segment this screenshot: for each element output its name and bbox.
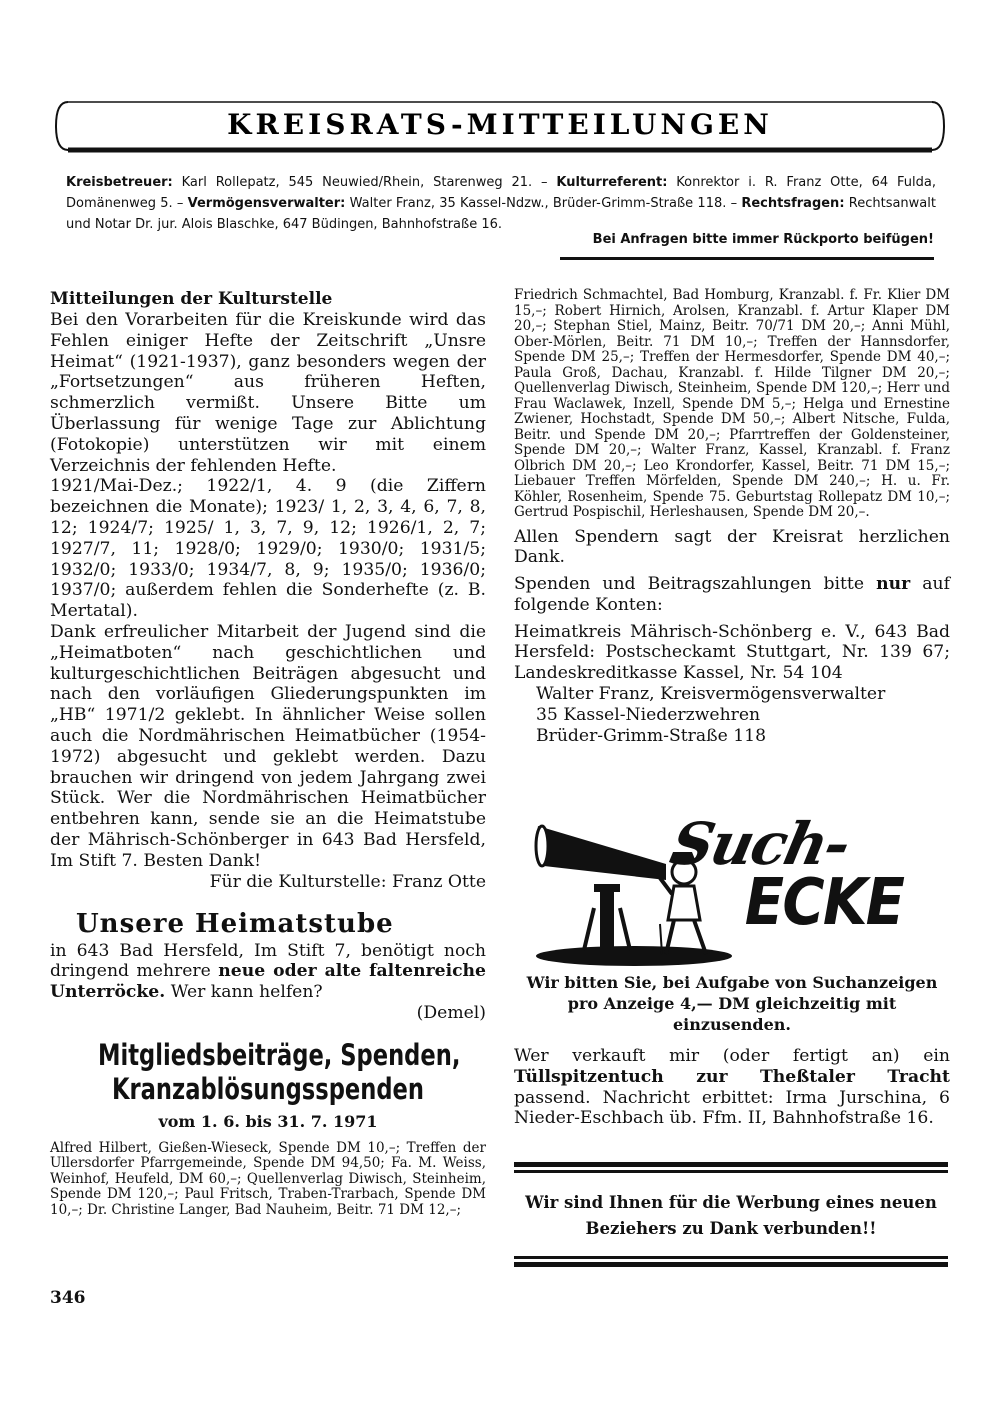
accounts-intro — [514, 574, 950, 616]
accounts-text: auf folgende Konten: — [514, 574, 950, 615]
ad-fee-notice: Wir bitten Sie, bei Aufgabe von Suchanzeigen pro Anzeige 4,— DM gleichzeitig mit einzusenden. — [526, 973, 938, 1034]
donations-heading-line2: Kranzablösungsspenden — [111, 1071, 425, 1106]
donations-list: Alfred Hilbert, Gießen-Wieseck, Spende DM 10,–; Treffen der Ullersdorfer Pfarrgemeinde, Spende DM 94,50; Fa. M. Weiss, Weinhof, Heufeld, DM 60,–; Quellenverlag Diwisch, Steinheim, Spende DM 120,–; Paul Fritsch, Traben-Trarbach, Spende DM 10,–; Dr. Christine Langer, Bad Nauheim, Beitr. 71 DM 12,–; — [50, 1139, 486, 1218]
wanted-text-bold: Tüllspitzentuch zur Theßtaler Tracht — [514, 1066, 950, 1087]
postage-notice: Bei Anfragen bitte immer Rückporto beifügen! — [592, 232, 934, 247]
kultur-paragraph: Dank erfreulicher Mitarbeit der Jugend sind die „Heimatboten“ nach geschichtlichen und kulturgeschichtlichen Beiträgen abgesucht und nach den vorläufigen Gliederungspunkten im „HB“ 1971/2 geklebt. In ähnlicher Weise sollen auch die Nordmährischen Heimatbücher (1954-1972) abgesucht und geklebt werden. Dazu brauchen wir dringend von jedem Jahrgang zwei Stück. Wer die Nordmährischen Heimatbücher entbehren kann, sende sie an die Heimatstube der Mährisch-Schönberger in 643 Bad Hersfeld, Im Stift 7. Besten Dank! — [50, 621, 486, 871]
donations-heading-line1: Mitgliedsbeiträge, Spenden, — [97, 1037, 461, 1072]
officer-text: Karl Rollepatz, 545 Neuwied/Rhein, Starenweg 21. – — [172, 175, 557, 190]
officer-role: Kreisbetreuer: — [66, 175, 173, 190]
donations-date: vom 1. 6. bis 31. 7. 1971 — [158, 1111, 378, 1131]
accounts-detail: Heimatkreis Mährisch-Schönberg e. V., 643 Bad Hersfeld: Postscheckamt Stuttgart, Nr. 139 67; Landeskreditkasse Kassel, Nr. 54 104 — [514, 621, 950, 684]
wanted-listing — [514, 1046, 950, 1129]
notice-divider — [560, 257, 934, 260]
accounts-bold: nur — [876, 574, 911, 595]
kultur-body — [50, 310, 486, 872]
officer-text: Rechtsanwalt und Notar Dr. jur. Alois Blaschke, 647 Büdingen, Bahnhofstraße 16. — [66, 196, 936, 232]
stube-text: in 643 Bad Hersfeld, Im Stift 7, benötigt noch dringend mehrere — [50, 940, 486, 982]
stube-signature: (Demel) — [416, 1002, 486, 1023]
ad-ecke-lettering: ECKE — [744, 866, 904, 940]
left-column — [50, 288, 486, 1218]
kultur-signature: Für die Kulturstelle: Franz Otte — [209, 871, 486, 892]
officer-role: Rechtsfragen: — [741, 196, 845, 211]
officer-role: Kulturreferent: — [556, 175, 668, 190]
officer-text: Walter Franz, 35 Kassel-Ndzw., Brüder-Grimm-Straße 118. – — [345, 196, 742, 211]
officer-role: Vermögensverwalter: — [187, 196, 346, 211]
thanks-note-bold: zu Dank verbunden!! — [682, 1219, 877, 1238]
stube-text: Wer kann helfen? — [165, 982, 323, 1003]
accounts-text: Spenden und Beitragszahlungen bitte — [514, 574, 877, 595]
header-banner — [54, 98, 946, 156]
kultur-paragraph: 1921/Mai-Dez.; 1922/1, 4. 9 (die Ziffern bezeichnen die Monate); 1923/ 1, 2, 3, 4, 6, 7, 8, 12; 1924/7; 1925/ 1, 3, 7, 9, 12; 1926/1, 2, 7; 1927/7, 11; 1928/0; 1929/0; 1930/0; 1931/5; 1932/0; 1933/0; 1934/7, 8, 9; 1935/0; 1936/0; 1937/0; außerdem fehlen die Sonderhefte (z. B. Mertatal). — [50, 476, 486, 622]
divider-bottom — [514, 1256, 948, 1270]
subscriber-thanks — [514, 1190, 948, 1242]
kultur-heading: Mitteilungen der Kulturstelle — [50, 289, 333, 309]
officers-list — [66, 172, 936, 235]
address-line: Walter Franz, Kreisvermögensverwalter — [536, 684, 886, 705]
stube-body — [50, 941, 486, 1003]
right-body — [514, 527, 950, 685]
such-ecke-ad — [534, 808, 934, 968]
thanks-note-text: Wir sind Ihnen für die Werbung eines neuen Beziehers — [525, 1193, 937, 1238]
divider-top — [514, 1162, 948, 1176]
wanted-text: passend. Nachricht erbittet: Irma Jurschina, 6 Nieder-Eschbach üb. Ffm. II, Bahnhofstraße 16. — [514, 1087, 950, 1129]
thanks-text: Allen Spendern sagt der Kreisrat herzlichen Dank. — [514, 526, 950, 568]
right-column — [514, 288, 950, 746]
ad-such-lettering: Such- — [664, 810, 855, 878]
kultur-paragraph: Bei den Vorarbeiten für die Kreiskunde wird das Fehlen einiger Hefte der Zeitschrift „Unsre Heimat“ (1921-1937), ganz besonders wegen der „Fortsetzungen“ aus früheren Heften, schmerzlich vermißt. Unsere Bitte um Überlassung für wenige Tage zur Ablichtung (Fotokopie) unterstützen wir mit einem Verzeichnis der fehlenden Hefte. — [50, 310, 486, 476]
donations-list-continued: Friedrich Schmachtel, Bad Homburg, Kranzabl. f. Fr. Klier DM 15,–; Robert Hirnich, Arolsen, Kranzabl. f. Artur Klaper DM 20,–; Stephan Stiel, Mainz, Beitr. 70/71 DM 20,–; Anni Mühl, Ober-Mörlen, Beitr. 71 DM 10,–; Treffen der Hannsdorfer, Spende DM 25,–; Treffen der Hermesdorfer, Spende DM 40,–; Paula Groß, Dachau, Kranzabl. f. Hilde Tilgner DM 20,–; Quellenverlag Diwisch, Steinheim, Spende DM 120,–; Herr und Frau Waclawek, Inzell, Spende DM 5,–; Helga und Ernestine Zwiener, Hochstadt, Spende DM 50,–; Albert Nitsche, Fulda, Beitr. und Spende DM 20,–; Pfarrtreffen der Goldensteiner, Spende DM 20,–; Walter Franz, Kassel, Kranzabl. f. Franz Olbrich DM 20,–; Leo Krondorfer, Kassel, Beitr. 71 DM 15,–; Liebauer Treffen Mörfelden, Spende DM 240,–; H. u. Fr. Köhler, Rosenheim, Spende 75. Geburtstag Rollepatz DM 10,–; Gertrud Pospischil, Herleshausen, Spende DM 20,–. — [514, 287, 950, 520]
page-number: 346 — [50, 1288, 86, 1308]
officer-text: Konrektor i. R. Franz Otte, 64 Fulda, Domänenweg 5. – — [66, 175, 936, 211]
wanted-text: Wer verkauft mir (oder fertigt an) ein — [514, 1046, 950, 1066]
treasurer-address — [536, 684, 950, 746]
stube-text-bold: neue oder alte faltenreiche Unterröcke. — [50, 961, 486, 1003]
page-title: KREISRATS-MITTEILUNGEN — [227, 108, 773, 141]
stube-heading: Unsere Heimatstube — [76, 908, 394, 939]
address-line: Brüder-Grimm-Straße 118 — [536, 725, 767, 746]
address-line: 35 Kassel-Niederzwehren — [536, 704, 761, 725]
